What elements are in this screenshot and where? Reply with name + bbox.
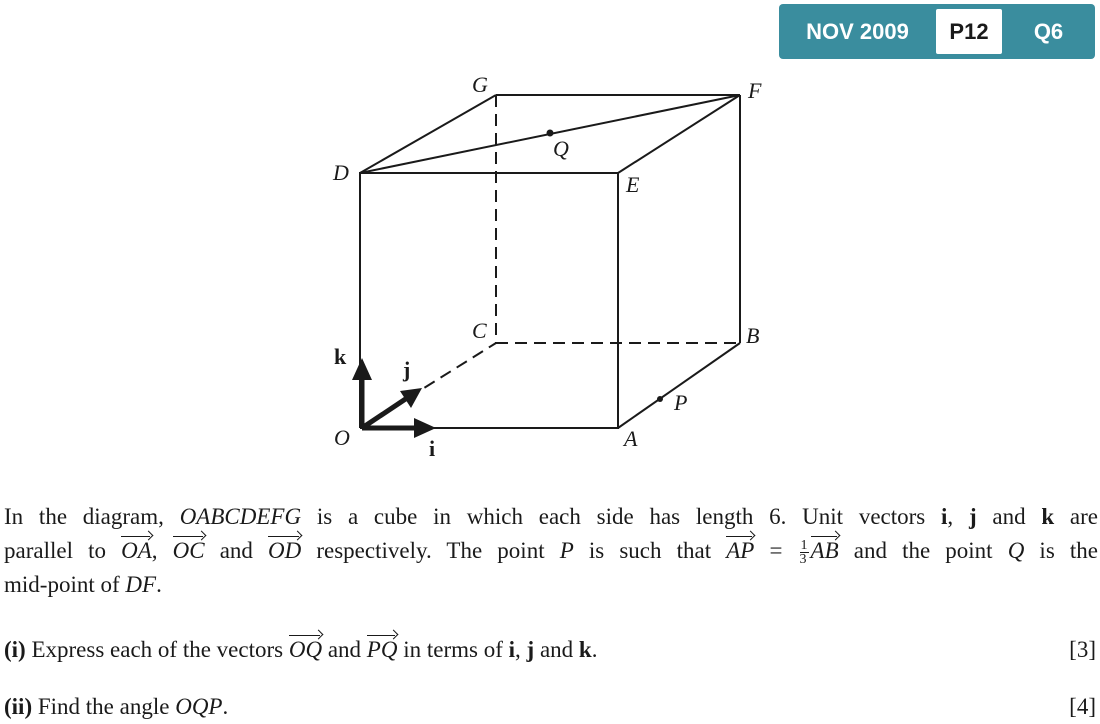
label-C: C [472, 318, 487, 343]
label-D: D [333, 160, 349, 185]
i-arrowhead [414, 418, 436, 438]
question-part-i: (i) Express each of the vectors OQ and PQ in terms of i, j and k. [3] [4, 633, 1096, 667]
vector-AB: AB [811, 534, 839, 568]
angle-name: OQP [175, 694, 223, 719]
label-E: E [626, 172, 640, 197]
label-j: j [403, 357, 411, 382]
vector-OA: OA [121, 534, 152, 568]
point-P-dot [657, 396, 663, 402]
cube-name: OABCDEFG [179, 504, 302, 529]
fraction-one-third: $\frac{1}{3}$ [799, 538, 808, 568]
label-i: i [429, 436, 436, 461]
label-F: F [748, 78, 762, 103]
label-P: P [674, 390, 688, 415]
vector-OC: OC [173, 534, 205, 568]
k-arrowhead [352, 358, 372, 380]
label-A: A [624, 426, 638, 451]
vector-OD: OD [268, 534, 301, 568]
exam-session: NOV 2009 [806, 18, 909, 44]
label-O: O [334, 425, 350, 450]
vector-AP: AP [726, 534, 754, 568]
edge-DG [360, 95, 496, 173]
part-i-number: (i) [4, 637, 26, 662]
part-ii-number: (ii) [4, 694, 33, 719]
stem-line-3: mid-point of DF. [4, 572, 162, 597]
vector-PQ: PQ [367, 633, 398, 667]
stem-line-2: parallel to OA, OC and OD respectively. The point P is such that AP = $\frac{1}{3}$ AB and the point Q is the [4, 534, 1098, 568]
question-number: Q6 [1033, 18, 1064, 44]
label-Q: Q [553, 136, 569, 161]
stem-line-1: In the diagram, OABCDEFG is a cube in which each side has length 6. Unit vectors i, j and k are [4, 504, 1099, 529]
label-G: G [472, 72, 488, 97]
question-part-ii: (ii) Find the angle OQP. [4] [4, 690, 1096, 724]
label-k: k [334, 344, 347, 369]
edge-AB [618, 343, 740, 428]
face-front [360, 173, 618, 428]
label-B: B [746, 323, 760, 348]
question-stem [4, 500, 1098, 602]
paper-number: P12 [936, 9, 1002, 54]
part-i-marks: [3] [1069, 637, 1096, 662]
part-ii-marks: [4] [1069, 694, 1096, 719]
vector-OQ: OQ [289, 633, 322, 667]
